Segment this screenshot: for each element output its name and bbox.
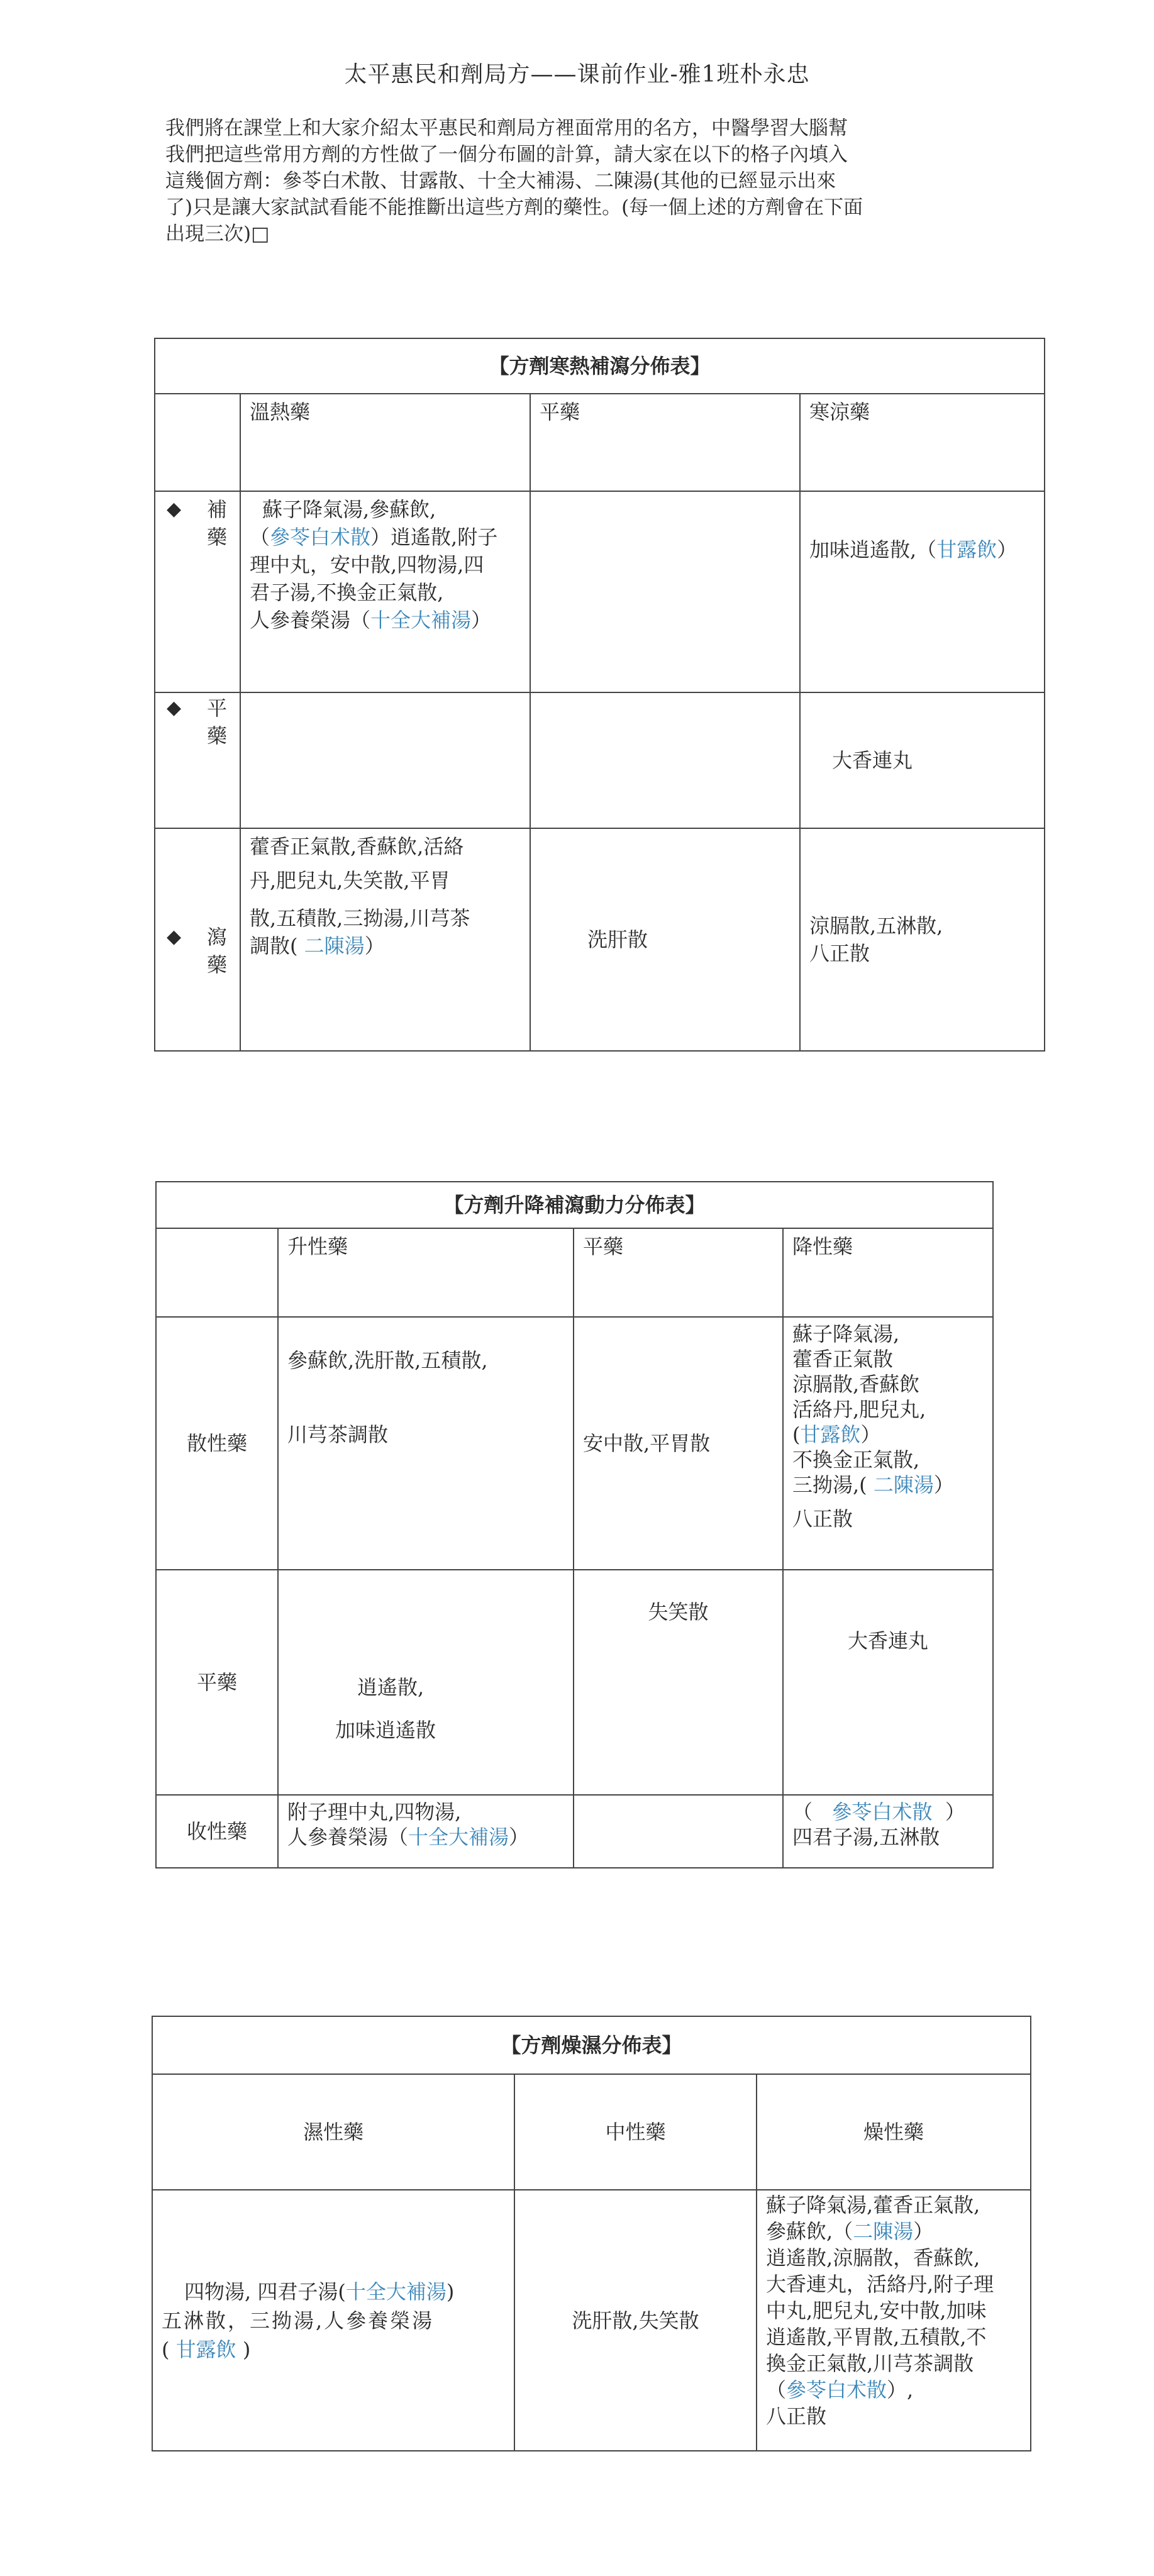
table2-col-neutral: 平藥 bbox=[574, 1228, 783, 1317]
table2-col-up: 升性藥 bbox=[278, 1228, 574, 1317]
diamond-bullet-icon: ◆ bbox=[167, 697, 182, 719]
intro-line: 我們將在課堂上和大家介紹太平惠民和劑局方裡面常用的名方，中醫學習大腦幫 bbox=[165, 117, 848, 140]
intro-line: 了)只是讓大家試試看能不能推斷出這些方劑的藥性。(每一個上述的方劑會在下面 bbox=[165, 196, 863, 219]
table3-col-wet: 濕性藥 bbox=[152, 2074, 514, 2190]
table3-title: 【方劑燥濕分佈表】 bbox=[152, 2016, 1031, 2074]
table3-col-mid: 中性藥 bbox=[514, 2074, 757, 2190]
table2-row-disperse: 散性藥 bbox=[156, 1317, 278, 1570]
table2-disperse-neutral: 安中散,平胃散 bbox=[574, 1317, 783, 1570]
table1-tonify-neutral bbox=[530, 491, 800, 692]
table2-title: 【方劑升降補瀉動力分佈表】 bbox=[156, 1182, 993, 1228]
table2-astringe-up: 附子理中丸,四物湯, 人參養榮湯（十全大補湯） bbox=[278, 1795, 574, 1868]
table1-col-neutral: 平藥 bbox=[530, 394, 800, 491]
table1-row-neutral-label: 平藥 bbox=[207, 696, 228, 748]
table1-row-neutral bbox=[155, 692, 240, 828]
ascend-descend-dynamics-table bbox=[155, 1181, 994, 1868]
diamond-bullet-icon: ◆ bbox=[167, 926, 182, 948]
table1-tonify-warm: 蘇子降氣湯,參蘇飲, （參苓白术散）逍遙散,附子 理中丸，安中散,四物湯,四 君子湯,不換金正氣散, 人參養榮湯（十全大補湯） bbox=[240, 491, 530, 692]
table1-drain-cool: 涼膈散,五淋散, 八正散 bbox=[800, 828, 1045, 1051]
cold-heat-tonify-drain-table bbox=[154, 338, 1045, 1052]
intro-line: 我們把這些常用方劑的方性做了一個分布圖的計算，請大家在以下的格子內填入 bbox=[165, 143, 848, 166]
answer-highlight: 十全大補湯 bbox=[370, 608, 472, 632]
table2-corner bbox=[156, 1228, 278, 1317]
answer-highlight: 甘露飲 bbox=[175, 2337, 236, 2362]
answer-highlight: 參苓白术散 bbox=[786, 2378, 887, 2402]
table1-drain-neutral: 洗肝散 bbox=[530, 828, 800, 1051]
intro-paragraph bbox=[165, 115, 983, 247]
table1-neutral-warm bbox=[240, 692, 530, 828]
answer-highlight: 二陳湯 bbox=[304, 934, 365, 958]
intro-line: 這幾個方劑：參苓白术散、甘露散、十全大補湯、二陳湯(其他的已經显示出來 bbox=[165, 170, 836, 192]
answer-highlight: 十全大補湯 bbox=[408, 1825, 509, 1849]
answer-highlight: 二陳湯 bbox=[873, 1473, 934, 1497]
table3-col-dry: 燥性藥 bbox=[757, 2074, 1031, 2190]
table1-corner bbox=[155, 394, 240, 491]
table1-neutral-cool: 大香連丸 bbox=[800, 692, 1045, 828]
table3-mid: 洗肝散,失笑散 bbox=[514, 2190, 757, 2451]
table1-row-tonify bbox=[155, 491, 240, 692]
table3-dry: 蘇子降氣湯,藿香正氣散, 參蘇飲,（二陳湯） 逍遙散,涼膈散，香蘇飲, 大香連丸，活絡丹,附子理 中丸,肥兒丸,安中散,加味 逍遙散,平胃散,五積散,不 換金正氣散,川芎茶調散 （參苓白术散）, 八正散 bbox=[757, 2190, 1031, 2451]
page-title: 太平惠民和劑局方——课前作业-雅1班朴永忠 bbox=[344, 62, 810, 87]
answer-highlight: 參苓白术散 bbox=[831, 1800, 933, 1824]
dry-damp-table bbox=[152, 2016, 1031, 2451]
table1-neutral-neutral bbox=[530, 692, 800, 828]
diamond-bullet-icon: ◆ bbox=[167, 498, 182, 520]
table1-title: 【方劑寒熱補瀉分佈表】 bbox=[155, 338, 1045, 394]
intro-line: 出現三次)□ bbox=[165, 223, 270, 245]
table2-neutral-up: 逍遙散, 加味逍遙散 bbox=[278, 1570, 574, 1795]
table2-astringe-neutral bbox=[574, 1795, 783, 1868]
table1-row-drain bbox=[155, 828, 240, 1051]
answer-highlight: 二陳湯 bbox=[853, 2219, 914, 2243]
table2-disperse-down: 蘇子降氣湯, 藿香正氣散 涼膈散,香蘇飲 活絡丹,肥兒丸, (甘露飲） 不換金正氣散, 三拗湯,( 二陳湯） 八正散 bbox=[783, 1317, 993, 1570]
table1-tonify-cool: 加味逍遙散,（甘露飲） bbox=[800, 491, 1045, 692]
answer-highlight: 十全大補湯 bbox=[345, 2279, 447, 2304]
table1-row-tonify-label: 補藥 bbox=[207, 497, 228, 549]
table2-col-down: 降性藥 bbox=[783, 1228, 993, 1317]
table1-col-cool: 寒涼藥 bbox=[800, 394, 1045, 491]
table2-neutral-neutral: 失笑散 bbox=[574, 1570, 783, 1795]
table2-disperse-up: 參蘇飲,洗肝散,五積散, 川芎茶調散 bbox=[278, 1317, 574, 1570]
answer-highlight: 參苓白术散 bbox=[270, 525, 371, 549]
table2-neutral-down: 大香連丸 bbox=[783, 1570, 993, 1795]
answer-highlight: 甘露飲 bbox=[800, 1423, 861, 1446]
table1-col-warm: 溫熱藥 bbox=[240, 394, 530, 491]
table3-wet: 四物湯, 四君子湯(十全大補湯) 五淋散，三拗湯,人參養榮湯 ( 甘露飲 ) bbox=[152, 2190, 514, 2451]
table2-astringe-down: （ 參苓白术散 ） 四君子湯,五淋散 bbox=[783, 1795, 993, 1868]
table2-row-astringe: 收性藥 bbox=[156, 1795, 278, 1868]
answer-highlight: 甘露飲 bbox=[936, 538, 997, 562]
table2-row-neutral: 平藥 bbox=[156, 1570, 278, 1795]
table1-row-drain-label: 瀉藥 bbox=[207, 925, 228, 977]
table1-drain-warm: 藿香正氣散,香蘇飲,活絡 丹,肥兒丸,失笑散,平胃 散,五積散,三拗湯,川芎茶 調散( 二陳湯） bbox=[240, 828, 530, 1051]
